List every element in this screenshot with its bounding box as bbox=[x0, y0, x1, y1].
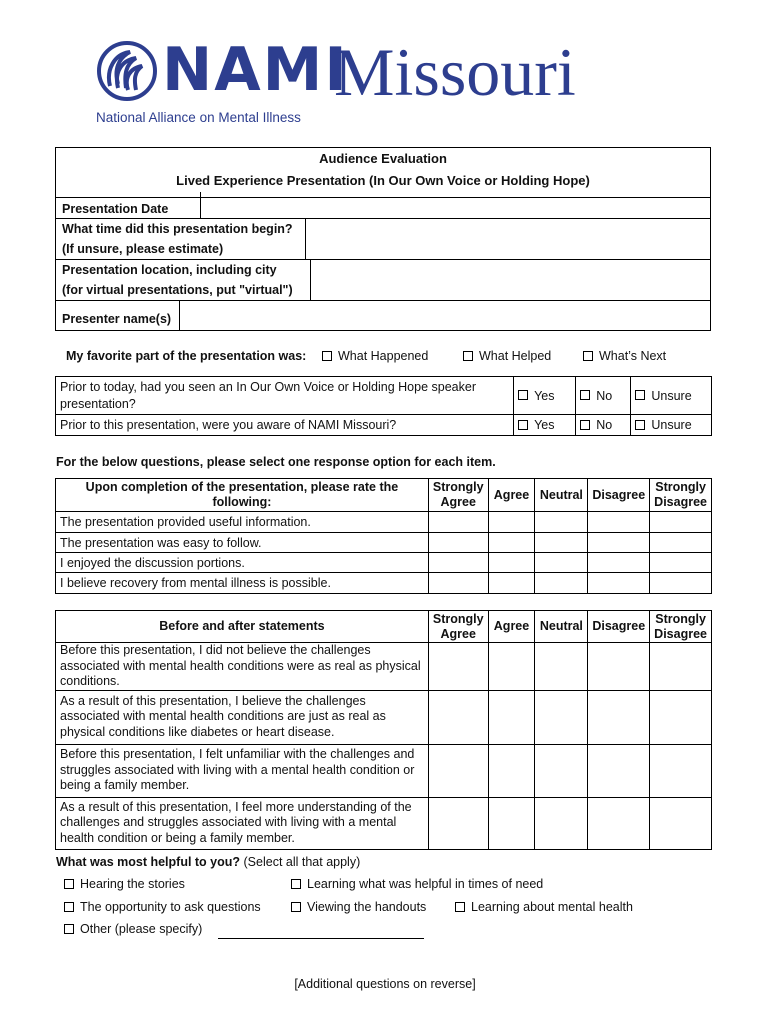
helpful-hint: (Select all that apply) bbox=[243, 855, 361, 869]
prior-option-no[interactable]: No bbox=[576, 415, 631, 436]
table-row bbox=[56, 744, 712, 797]
location-hint: (for virtual presentations, put "virtual") bbox=[62, 283, 293, 297]
table-header-row bbox=[56, 611, 712, 643]
rating-cell[interactable] bbox=[588, 744, 650, 797]
helpful-question-line bbox=[56, 855, 360, 869]
rating-cell[interactable] bbox=[650, 533, 712, 553]
header-strongly-agree: Strongly Agree bbox=[428, 479, 488, 512]
rating-cell[interactable] bbox=[650, 797, 712, 849]
rating-cell[interactable] bbox=[428, 797, 488, 849]
nami-missouri-logo bbox=[94, 36, 674, 126]
header-disagree: Disagree bbox=[588, 479, 650, 512]
rating-statement: The presentation was easy to follow. bbox=[56, 533, 429, 553]
table-row bbox=[56, 690, 712, 744]
table-row bbox=[56, 573, 712, 594]
rating-table bbox=[55, 478, 712, 594]
table-row bbox=[56, 643, 712, 691]
logo-tagline: National Alliance on Mental Illness bbox=[96, 110, 301, 125]
rating-cell[interactable] bbox=[488, 533, 535, 553]
rating-statement: I believe recovery from mental illness is possible. bbox=[56, 573, 429, 594]
presentation-date-label: Presentation Date bbox=[62, 202, 169, 216]
start-time-hint: (If unsure, please estimate) bbox=[62, 242, 224, 256]
presentation-date-field[interactable] bbox=[202, 199, 708, 217]
rating-cell[interactable] bbox=[428, 690, 488, 744]
header-neutral: Neutral bbox=[535, 611, 588, 643]
rating-cell[interactable] bbox=[535, 797, 588, 849]
favorite-option-whats-next[interactable]: What’s Next bbox=[583, 349, 666, 363]
rating-cell[interactable] bbox=[535, 533, 588, 553]
table-row bbox=[56, 797, 712, 849]
header-agree: Agree bbox=[488, 611, 535, 643]
location-field[interactable] bbox=[312, 261, 708, 298]
rating-cell[interactable] bbox=[488, 512, 535, 533]
form-subtitle: Lived Experience Presentation (In Our Own Voice or Holding Hope) bbox=[176, 173, 590, 188]
before-after-statement: As a result of this presentation, I believe the challenges associated with mental health conditions are just as real as physical conditions like diabetes or heart disease. bbox=[56, 690, 429, 744]
rating-table-heading: Upon completion of the presentation, please rate the following: bbox=[56, 479, 429, 512]
checkbox-icon[interactable] bbox=[291, 879, 301, 889]
helpful-option-handouts[interactable]: Viewing the handouts bbox=[291, 900, 426, 914]
rating-cell[interactable] bbox=[428, 553, 488, 573]
table-header-row bbox=[56, 479, 712, 512]
rating-cell[interactable] bbox=[535, 690, 588, 744]
before-after-heading: Before and after statements bbox=[56, 611, 429, 643]
header-strongly-agree: Strongly Agree bbox=[428, 611, 488, 643]
checkbox-icon[interactable] bbox=[580, 420, 590, 430]
table-row bbox=[56, 512, 712, 533]
prior-question-text: Prior to today, had you seen an In Our Own Voice or Holding Hope speaker presentation? bbox=[56, 377, 514, 415]
rating-cell[interactable] bbox=[535, 643, 588, 691]
rating-cell[interactable] bbox=[650, 744, 712, 797]
checkbox-icon[interactable] bbox=[64, 924, 74, 934]
header-disagree: Disagree bbox=[588, 611, 650, 643]
helpful-option-ask-questions[interactable]: The opportunity to ask questions bbox=[64, 900, 261, 914]
helpful-option-hearing-stories[interactable]: Hearing the stories bbox=[64, 877, 185, 891]
before-after-statement: Before this presentation, I felt unfamiliar with the challenges and struggles associated with living with a mental health condition or being a family member. bbox=[56, 744, 429, 797]
rating-cell[interactable] bbox=[488, 744, 535, 797]
helpful-question: What was most helpful to you? bbox=[56, 855, 241, 869]
checkbox-icon[interactable] bbox=[455, 902, 465, 912]
rating-cell[interactable] bbox=[650, 690, 712, 744]
rating-cell[interactable] bbox=[650, 573, 712, 594]
rating-cell[interactable] bbox=[588, 797, 650, 849]
rating-cell[interactable] bbox=[650, 553, 712, 573]
checkbox-icon[interactable] bbox=[635, 420, 645, 430]
location-label: Presentation location, including city bbox=[62, 263, 277, 277]
prior-option-unsure[interactable]: Unsure bbox=[631, 377, 712, 415]
header-agree: Agree bbox=[488, 479, 535, 512]
favorite-option-what-helped[interactable]: What Helped bbox=[463, 349, 551, 363]
rating-cell[interactable] bbox=[588, 690, 650, 744]
header-strongly-disagree: Strongly Disagree bbox=[650, 611, 712, 643]
rating-cell[interactable] bbox=[588, 533, 650, 553]
prior-option-no[interactable]: No bbox=[576, 377, 631, 415]
rating-cell[interactable] bbox=[428, 512, 488, 533]
logo-nami-text: NAMI bbox=[162, 35, 349, 105]
presenter-field[interactable] bbox=[181, 302, 708, 329]
rating-cell[interactable] bbox=[588, 643, 650, 691]
checkbox-icon[interactable] bbox=[291, 902, 301, 912]
helpful-option-mental-health[interactable]: Learning about mental health bbox=[455, 900, 633, 914]
checkbox-icon[interactable] bbox=[64, 879, 74, 889]
rating-cell[interactable] bbox=[428, 533, 488, 553]
table-row bbox=[56, 377, 712, 415]
before-after-statement: As a result of this presentation, I feel more understanding of the challenges and struggles associated with living with a mental health condition or being a family member. bbox=[56, 797, 429, 849]
footer-note: [Additional questions on reverse] bbox=[294, 977, 476, 991]
rating-cell[interactable] bbox=[535, 573, 588, 594]
checkbox-icon[interactable] bbox=[463, 351, 473, 361]
nami-swirl-icon bbox=[96, 40, 158, 102]
checkbox-icon[interactable] bbox=[635, 390, 645, 400]
rating-statement: I enjoyed the discussion portions. bbox=[56, 553, 429, 573]
form-title: Audience Evaluation bbox=[319, 151, 447, 166]
rating-cell[interactable] bbox=[588, 553, 650, 573]
before-after-statement: Before this presentation, I did not believe the challenges associated with mental health conditions were as real as physical conditions. bbox=[56, 643, 429, 691]
prior-question-text: Prior to this presentation, were you aware of NAMI Missouri? bbox=[56, 415, 514, 436]
rating-cell[interactable] bbox=[535, 744, 588, 797]
favorite-option-what-happened[interactable]: What Happened bbox=[322, 349, 428, 363]
rating-cell[interactable] bbox=[428, 744, 488, 797]
rating-cell[interactable] bbox=[650, 643, 712, 691]
prior-questions-table bbox=[55, 376, 712, 436]
other-specify-line[interactable] bbox=[218, 938, 424, 939]
favorite-question: My favorite part of the presentation was: bbox=[66, 349, 307, 363]
rating-cell[interactable] bbox=[488, 643, 535, 691]
header-neutral: Neutral bbox=[535, 479, 588, 512]
helpful-option-learning-helpful[interactable]: Learning what was helpful in times of need bbox=[291, 877, 543, 891]
rating-cell[interactable] bbox=[588, 573, 650, 594]
checkbox-icon[interactable] bbox=[322, 351, 332, 361]
rating-cell[interactable] bbox=[488, 553, 535, 573]
checkbox-icon[interactable] bbox=[518, 420, 528, 430]
before-after-table bbox=[55, 610, 712, 850]
checkbox-icon[interactable] bbox=[518, 390, 528, 400]
rating-cell[interactable] bbox=[588, 512, 650, 533]
prior-option-yes[interactable]: Yes bbox=[514, 415, 576, 436]
table-row bbox=[56, 415, 712, 436]
checkbox-icon[interactable] bbox=[583, 351, 593, 361]
rating-cell[interactable] bbox=[488, 573, 535, 594]
table-row bbox=[56, 553, 712, 573]
prior-option-unsure[interactable]: Unsure bbox=[631, 415, 712, 436]
rating-cell[interactable] bbox=[535, 512, 588, 533]
start-time-label: What time did this presentation begin? bbox=[62, 222, 293, 236]
rating-cell[interactable] bbox=[535, 553, 588, 573]
rating-cell[interactable] bbox=[488, 797, 535, 849]
checkbox-icon[interactable] bbox=[580, 390, 590, 400]
logo-missouri-text: Missouri bbox=[334, 34, 576, 110]
start-time-field[interactable] bbox=[307, 220, 708, 257]
rating-cell[interactable] bbox=[428, 643, 488, 691]
helpful-option-other[interactable]: Other (please specify) bbox=[64, 922, 202, 936]
prior-option-yes[interactable]: Yes bbox=[514, 377, 576, 415]
instruction-text: For the below questions, please select one response option for each item. bbox=[56, 455, 496, 469]
table-row bbox=[56, 533, 712, 553]
rating-cell[interactable] bbox=[428, 573, 488, 594]
presenter-label: Presenter name(s) bbox=[62, 312, 172, 326]
checkbox-icon[interactable] bbox=[64, 902, 74, 912]
rating-cell[interactable] bbox=[488, 690, 535, 744]
rating-statement: The presentation provided useful information. bbox=[56, 512, 429, 533]
header-strongly-disagree: Strongly Disagree bbox=[650, 479, 712, 512]
rating-cell[interactable] bbox=[650, 512, 712, 533]
